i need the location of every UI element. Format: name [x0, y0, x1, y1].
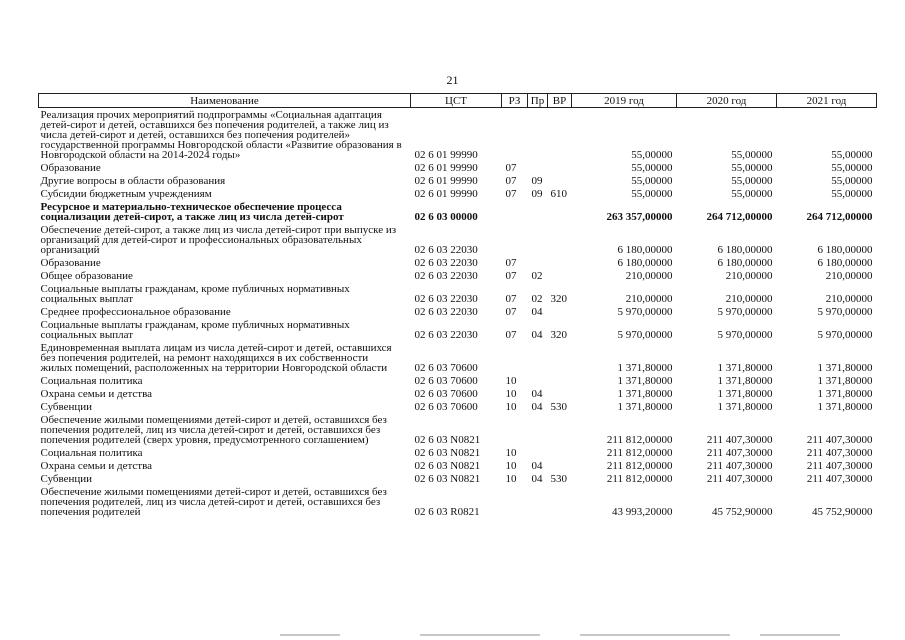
row-rz: 07	[505, 293, 517, 305]
row-cst: 02 6 03 70600	[414, 375, 478, 387]
row-name: Образование	[40, 257, 101, 269]
budget-table	[38, 93, 877, 520]
row-rz: 07	[505, 175, 517, 187]
row-name: Другие вопросы в области образования	[40, 175, 226, 187]
row-2019: 1 371,80000	[617, 362, 673, 374]
row-2021: 1 371,80000	[817, 401, 873, 413]
row-name: Субвенции	[40, 473, 93, 485]
row-2019: 210,00000	[625, 270, 673, 282]
row-pr	[528, 343, 548, 376]
row-2019: 1 371,80000	[617, 375, 673, 387]
row-2020: 6 180,00000	[717, 244, 773, 256]
row-2021: 1 371,80000	[817, 388, 873, 400]
row-name: Социальные выплаты гражданам, кроме публичных нормативных социальных выплат	[40, 283, 350, 305]
row-2020: 211 407,30000	[706, 460, 773, 472]
row-pr	[528, 225, 548, 258]
row-pr: 09	[531, 175, 543, 187]
row-pr: 04	[531, 329, 543, 341]
row-2020: 264 712,00000	[706, 211, 773, 223]
row-rz: 10	[505, 401, 517, 413]
row-vr: 530	[550, 401, 567, 413]
row-2019: 6 180,00000	[617, 257, 673, 269]
row-pr: 02	[531, 293, 543, 305]
row-2020: 55,00000	[731, 175, 773, 187]
row-pr: 04	[531, 401, 543, 413]
row-2020: 1 371,80000	[717, 401, 773, 413]
row-2021: 55,00000	[831, 188, 873, 200]
row-2019: 55,00000	[631, 188, 673, 200]
row-2019: 211 812,00000	[606, 473, 673, 485]
row-2021: 264 712,00000	[806, 211, 873, 223]
row-2019: 211 812,00000	[606, 434, 673, 446]
row-2019: 55,00000	[631, 175, 673, 187]
row-2019: 211 812,00000	[606, 447, 673, 459]
header-name: Наименование	[39, 94, 411, 108]
row-cst: 02 6 03 N0821	[414, 460, 481, 472]
row-name: Субсидии бюджетным учреждениям	[40, 188, 212, 200]
row-vr	[548, 163, 572, 176]
row-pr	[528, 415, 548, 448]
row-2021: 55,00000	[831, 175, 873, 187]
row-2019: 55,00000	[631, 162, 673, 174]
row-rz: 10	[505, 447, 517, 459]
row-2020: 210,00000	[725, 293, 773, 305]
row-vr	[548, 487, 572, 520]
table-row	[39, 343, 877, 376]
row-name: Охрана семьи и детства	[40, 460, 153, 472]
row-name: Ресурсное и материально-техническое обеспечение процесса социализации детей-сирот, а также лиц из числа детей-сирот	[40, 201, 344, 223]
row-2021: 210,00000	[825, 270, 873, 282]
row-vr	[548, 271, 572, 284]
row-cst: 02 6 03 22030	[414, 306, 478, 318]
row-name: Обеспечение жилыми помещениями детей-сирот и детей, оставшихся без попечения родителей, лиц из числа детей-сирот и детей, оставшихся без попечения родителей	[40, 486, 387, 518]
row-2021: 55,00000	[831, 162, 873, 174]
scan-artifacts	[280, 634, 850, 637]
row-2020: 1 371,80000	[717, 362, 773, 374]
row-2019: 6 180,00000	[617, 244, 673, 256]
row-2020: 1 371,80000	[717, 375, 773, 387]
table-row	[39, 108, 877, 164]
row-name: Образование	[40, 162, 101, 174]
row-2019: 210,00000	[625, 293, 673, 305]
row-pr	[528, 202, 548, 225]
header-vr: ВР	[548, 94, 572, 108]
table-row	[39, 202, 877, 225]
row-2019: 55,00000	[631, 149, 673, 161]
row-rz: 10	[505, 473, 517, 485]
row-rz	[502, 225, 528, 258]
row-vr: 610	[550, 188, 567, 200]
row-name: Социальные выплаты гражданам, кроме публичных нормативных социальных выплат	[40, 319, 350, 341]
row-vr: 320	[550, 293, 567, 305]
row-vr	[548, 202, 572, 225]
row-rz: 07	[505, 270, 517, 282]
row-2021: 211 407,30000	[806, 460, 873, 472]
row-rz	[502, 202, 528, 225]
row-rz	[502, 487, 528, 520]
header-2020: 2020 год	[677, 94, 777, 108]
row-2020: 6 180,00000	[717, 257, 773, 269]
row-2021: 6 180,00000	[817, 257, 873, 269]
row-2021: 5 970,00000	[817, 306, 873, 318]
row-cst: 02 6 01 99990	[414, 162, 478, 174]
row-name: Обеспечение детей-сирот, а также лиц из числа детей-сирот при выпуске из организаций для детей-сирот и профессиональных образовательных организаций	[40, 224, 397, 256]
row-vr: 530	[550, 473, 567, 485]
row-name: Среднее профессиональное образование	[40, 306, 231, 318]
row-2021: 210,00000	[825, 293, 873, 305]
row-name: Социальная политика	[40, 447, 143, 459]
row-pr	[528, 487, 548, 520]
table-row	[39, 487, 877, 520]
row-2019: 263 357,00000	[606, 211, 673, 223]
row-cst: 02 6 03 N0821	[414, 434, 481, 446]
row-2020: 55,00000	[731, 149, 773, 161]
row-cst: 02 6 03 00000	[414, 211, 478, 223]
row-rz	[502, 108, 528, 164]
table-row	[39, 320, 877, 343]
row-name: Социальная политика	[40, 375, 143, 387]
row-rz: 10	[505, 375, 517, 387]
row-2020: 211 407,30000	[706, 434, 773, 446]
row-rz: 07	[505, 162, 517, 174]
row-2020: 211 407,30000	[706, 473, 773, 485]
table-row	[39, 284, 877, 307]
row-2021: 1 371,80000	[817, 362, 873, 374]
header-2019: 2019 год	[572, 94, 677, 108]
row-cst: 02 6 03 22030	[414, 293, 478, 305]
row-vr	[548, 108, 572, 164]
row-2021: 45 752,90000	[812, 506, 873, 518]
row-2021: 5 970,00000	[817, 329, 873, 341]
table-row	[39, 415, 877, 448]
row-2019: 1 371,80000	[617, 401, 673, 413]
row-2021: 1 371,80000	[817, 375, 873, 387]
header-cst: ЦСТ	[411, 94, 502, 108]
row-name: Общее образование	[40, 270, 133, 282]
row-pr	[528, 108, 548, 164]
row-2019: 43 993,20000	[612, 506, 673, 518]
row-cst: 02 6 03 22030	[414, 270, 478, 282]
row-pr: 04	[531, 306, 543, 318]
row-2021: 211 407,30000	[806, 447, 873, 459]
row-vr	[548, 448, 572, 461]
row-2020: 5 970,00000	[717, 306, 773, 318]
row-vr	[548, 307, 572, 320]
row-cst: 02 6 03 70600	[414, 388, 478, 400]
header-rz: РЗ	[502, 94, 528, 108]
row-pr: 04	[531, 388, 543, 400]
row-2019: 5 970,00000	[617, 329, 673, 341]
row-2020: 210,00000	[725, 270, 773, 282]
row-rz	[502, 415, 528, 448]
row-2020: 55,00000	[731, 162, 773, 174]
row-rz: 07	[505, 188, 517, 200]
row-2021: 55,00000	[831, 149, 873, 161]
row-vr	[548, 376, 572, 389]
row-cst: 02 6 03 70600	[414, 401, 478, 413]
row-rz: 07	[505, 257, 517, 269]
page-number: 21	[446, 73, 459, 87]
header-pr: Пр	[528, 94, 548, 108]
row-rz: 10	[505, 460, 517, 472]
row-rz: 10	[505, 388, 517, 400]
row-name: Единовременная выплата лицам из числа детей-сирот и детей, оставшихся без попечения родителей, на ремонт находящихся в их собственности жилых помещений, расположенных на территории Новгородской области	[40, 342, 392, 374]
row-rz	[502, 343, 528, 376]
row-pr: 04	[531, 460, 543, 472]
row-rz: 07	[505, 306, 517, 318]
row-2020: 1 371,80000	[717, 388, 773, 400]
row-pr: 09	[531, 188, 543, 200]
row-2019: 1 371,80000	[617, 388, 673, 400]
row-2021: 6 180,00000	[817, 244, 873, 256]
row-cst: 02 6 03 22030	[414, 329, 478, 341]
row-2021: 211 407,30000	[806, 434, 873, 446]
row-pr: 02	[531, 270, 543, 282]
row-vr	[548, 225, 572, 258]
row-2020: 55,00000	[731, 188, 773, 200]
row-cst: 02 6 03 N0821	[414, 447, 481, 459]
row-vr	[548, 415, 572, 448]
row-2020: 211 407,30000	[706, 447, 773, 459]
row-cst: 02 6 03 22030	[414, 257, 478, 269]
row-pr: 04	[531, 473, 543, 485]
row-cst: 02 6 01 99990	[414, 149, 478, 161]
row-2019: 211 812,00000	[606, 460, 673, 472]
row-cst: 02 6 01 99990	[414, 188, 478, 200]
row-cst: 02 6 03 R0821	[414, 506, 480, 518]
row-rz: 07	[505, 329, 517, 341]
row-vr: 320	[550, 329, 567, 341]
table-row	[39, 225, 877, 258]
row-name: Субвенции	[40, 401, 93, 413]
header-2021: 2021 год	[777, 94, 877, 108]
row-name: Обеспечение жилыми помещениями детей-сирот и детей, оставшихся без попечения родителей, лиц из числа детей-сирот и детей, оставшихся без попечения родителей (сверх уровня, предусмотренного соглашением)	[40, 414, 387, 446]
row-2021: 211 407,30000	[806, 473, 873, 485]
row-cst: 02 6 03 N0821	[414, 473, 481, 485]
row-cst: 02 6 03 70600	[414, 362, 478, 374]
row-name: Реализация прочих мероприятий подпрограммы «Социальная адаптация детей-сирот и детей, оставшихся без попечения родителей, а также лиц из числа детей-сирот и детей, оставшихся без попечения родителей» государственной программы Новгородской области «Развитие образования в Новгородской области на 2014-2024 годы»	[40, 109, 402, 161]
row-vr	[548, 258, 572, 271]
row-vr	[548, 343, 572, 376]
row-2020: 45 752,90000	[712, 506, 773, 518]
row-2020: 5 970,00000	[717, 329, 773, 341]
table-header-row	[39, 94, 877, 108]
row-cst: 02 6 01 99990	[414, 175, 478, 187]
row-2019: 5 970,00000	[617, 306, 673, 318]
row-cst: 02 6 03 22030	[414, 244, 478, 256]
row-name: Охрана семьи и детства	[40, 388, 153, 400]
